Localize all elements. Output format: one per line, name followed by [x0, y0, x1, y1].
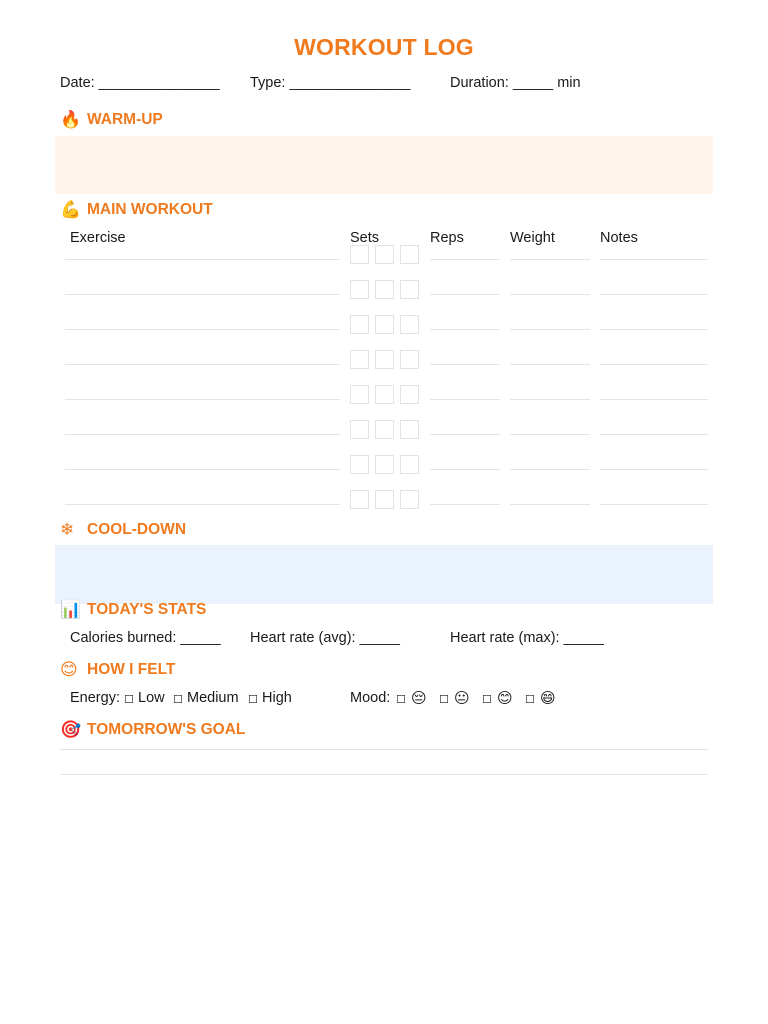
energy-medium-label: Medium — [187, 690, 239, 706]
notes-line[interactable] — [600, 469, 708, 470]
set-checkbox[interactable] — [350, 315, 369, 334]
notes-line[interactable] — [600, 294, 708, 295]
notes-line[interactable] — [600, 329, 708, 330]
energy-high-checkbox[interactable]: ☐ — [248, 693, 258, 706]
neutral-face-icon: 😐 — [454, 689, 470, 707]
set-checkbox[interactable] — [375, 490, 394, 509]
notes-line[interactable] — [600, 399, 708, 400]
column-header-weight: Weight — [510, 230, 555, 246]
column-header-sets: Sets — [350, 230, 380, 246]
weight-line[interactable] — [510, 259, 590, 260]
set-checkbox[interactable] — [375, 455, 394, 474]
reps-line[interactable] — [430, 504, 500, 505]
notes-line[interactable] — [600, 259, 708, 260]
set-checkbox[interactable] — [350, 350, 369, 369]
set-checkbox[interactable] — [375, 315, 394, 334]
exercise-line[interactable] — [65, 364, 340, 365]
mood-great-checkbox[interactable]: ☐ — [525, 693, 535, 706]
set-checkbox[interactable] — [350, 280, 369, 299]
duration-field[interactable]: Duration: _____ min — [450, 75, 581, 91]
set-checkbox[interactable] — [400, 245, 419, 264]
stats-title: TODAY'S STATS — [87, 601, 207, 618]
set-checkbox[interactable] — [375, 245, 394, 264]
target-icon: 🎯 — [60, 720, 82, 740]
cooldown-header — [60, 519, 186, 541]
set-checkbox[interactable] — [375, 420, 394, 439]
calories-field[interactable]: Calories burned: _____ — [70, 630, 221, 646]
energy-medium-checkbox[interactable]: ☐ — [173, 693, 183, 706]
fire-icon: 🔥 — [60, 110, 82, 130]
set-checkbox[interactable] — [375, 280, 394, 299]
energy-low-label: Low — [138, 690, 165, 706]
set-checkbox[interactable] — [350, 385, 369, 404]
set-checkbox[interactable] — [375, 385, 394, 404]
exercise-line[interactable] — [65, 329, 340, 330]
heart-rate-avg-field[interactable]: Heart rate (avg): _____ — [250, 630, 400, 646]
set-checkbox[interactable] — [400, 490, 419, 509]
weight-line[interactable] — [510, 504, 590, 505]
set-checkbox[interactable] — [400, 420, 419, 439]
weight-line[interactable] — [510, 434, 590, 435]
column-header-notes: Notes — [600, 230, 638, 246]
column-header-exercise: Exercise — [70, 230, 126, 246]
weight-line[interactable] — [510, 364, 590, 365]
cooldown-title: COOL-DOWN — [87, 521, 187, 538]
set-checkbox[interactable] — [400, 280, 419, 299]
set-checkbox[interactable] — [400, 385, 419, 404]
goal-line-1[interactable] — [60, 749, 708, 750]
energy-label: Energy: — [70, 690, 120, 706]
reps-line[interactable] — [430, 434, 500, 435]
grinning-face-icon: 😄 — [540, 689, 556, 707]
page-title: WORKOUT LOG — [294, 34, 474, 60]
type-field[interactable]: Type: _______________ — [250, 75, 411, 91]
notes-line[interactable] — [600, 434, 708, 435]
exercise-line[interactable] — [65, 434, 340, 435]
cooldown-notes-area[interactable] — [55, 545, 713, 604]
exercise-line[interactable] — [65, 504, 340, 505]
weight-line[interactable] — [510, 399, 590, 400]
energy-low-checkbox[interactable]: ☐ — [124, 693, 134, 706]
flexed-biceps-icon: 💪 — [60, 200, 82, 220]
warmup-header — [60, 109, 163, 131]
heart-rate-max-field[interactable]: Heart rate (max): _____ — [450, 630, 604, 646]
set-checkbox[interactable] — [375, 350, 394, 369]
goal-header — [60, 719, 245, 741]
reps-line[interactable] — [430, 259, 500, 260]
mood-neutral-checkbox[interactable]: ☐ — [439, 693, 449, 706]
goal-title: TOMORROW'S GOAL — [87, 721, 246, 738]
reps-line[interactable] — [430, 469, 500, 470]
column-header-reps: Reps — [430, 230, 464, 246]
weight-line[interactable] — [510, 329, 590, 330]
set-checkbox[interactable] — [400, 315, 419, 334]
set-checkbox[interactable] — [400, 455, 419, 474]
set-checkbox[interactable] — [350, 420, 369, 439]
main-workout-title: MAIN WORKOUT — [87, 201, 213, 218]
reps-line[interactable] — [430, 399, 500, 400]
date-field[interactable]: Date: _______________ — [60, 75, 220, 91]
exercise-line[interactable] — [65, 259, 340, 260]
felt-title: HOW I FELT — [87, 661, 176, 678]
goal-line-2[interactable] — [60, 774, 708, 775]
reps-line[interactable] — [430, 364, 500, 365]
exercise-line[interactable] — [65, 294, 340, 295]
reps-line[interactable] — [430, 329, 500, 330]
set-checkbox[interactable] — [400, 350, 419, 369]
weight-line[interactable] — [510, 294, 590, 295]
mood-happy-checkbox[interactable]: ☐ — [482, 693, 492, 706]
stats-header — [60, 599, 206, 621]
mood-sad-checkbox[interactable]: ☐ — [396, 693, 406, 706]
set-checkbox[interactable] — [350, 245, 369, 264]
reps-line[interactable] — [430, 294, 500, 295]
notes-line[interactable] — [600, 364, 708, 365]
weight-line[interactable] — [510, 469, 590, 470]
exercise-line[interactable] — [65, 469, 340, 470]
set-checkbox[interactable] — [350, 490, 369, 509]
set-checkbox[interactable] — [350, 455, 369, 474]
exercise-line[interactable] — [65, 399, 340, 400]
smiling-face-icon: 😊 — [60, 660, 78, 680]
energy-high-label: High — [262, 690, 292, 706]
notes-line[interactable] — [600, 504, 708, 505]
main-workout-header — [60, 199, 213, 221]
smiling-face-icon: 😊 — [497, 689, 513, 707]
warmup-title: WARM-UP — [87, 111, 163, 128]
bar-chart-icon: 📊 — [60, 600, 82, 620]
felt-header — [60, 659, 175, 681]
snowflake-icon: ❄ — [60, 520, 75, 540]
pensive-face-icon: 😔 — [411, 689, 427, 707]
warmup-notes-area[interactable] — [55, 136, 713, 194]
mood-label: Mood: — [350, 690, 391, 706]
